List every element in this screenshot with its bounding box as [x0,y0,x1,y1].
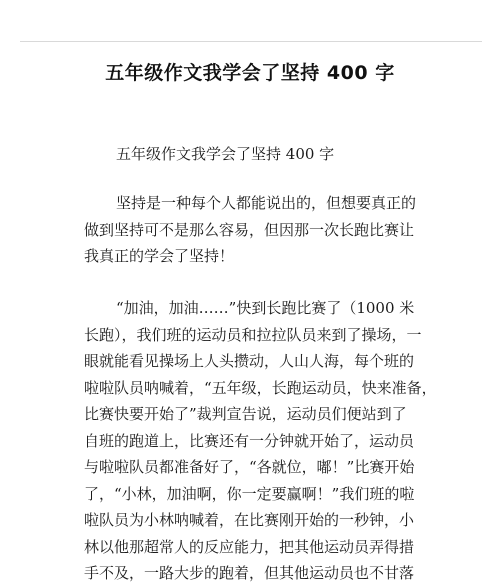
paragraph-line: 比赛快要开始了”裁判宣告说，运动员们便站到了 [84,405,407,423]
paragraph-line: 与啦啦队员都准备好了，“各就位，嘟！”比赛开始 [84,458,415,476]
paragraph-line: 眼就能看见操场上人头攒动，人山人海，每个班的 [84,352,415,370]
paragraph-2 [84,295,437,587]
paragraph-line: 了，“小林，加油啊，你一定要赢啊！”我们班的啦 [84,484,415,503]
paragraph-1 [84,190,420,270]
paragraph-line: 啦啦队员呐喊着，“五年级，长跑运动员，快来准备， [84,378,437,397]
paragraph-line: 我真正的学会了坚持！ [84,247,235,265]
paragraph-line: 手不及，一路大步的跑着，但其他运动员也不甘落 [84,564,415,582]
paragraph-line: 坚持是一种每个人都能说出的，但想要真正的 [116,194,417,212]
header-divider [20,41,482,42]
paragraph-line: 做到坚持可不是那么容易，但因那一次长跑比赛让 [84,220,415,239]
paragraph-line: 啦队员为小林呐喊着，在比赛刚开始的一秒钟，小 [84,511,415,529]
paragraph-line: 长跑），我们班的运动员和拉拉队员来到了操场，一 [84,325,422,344]
document-title: 五年级作文我学会了坚持 400 字 [105,62,395,84]
document-subheading: 五年级作文我学会了坚持 400 字 [116,145,335,163]
paragraph-line: 自班的跑道上，比赛还有一分钟就开始了，运动员 [84,431,415,450]
paragraph-line: 林以他那超常人的反应能力，把其他运动员弄得措 [84,537,415,556]
paragraph-line: “加油，加油……”快到长跑比赛了（1000 米 [116,299,415,317]
